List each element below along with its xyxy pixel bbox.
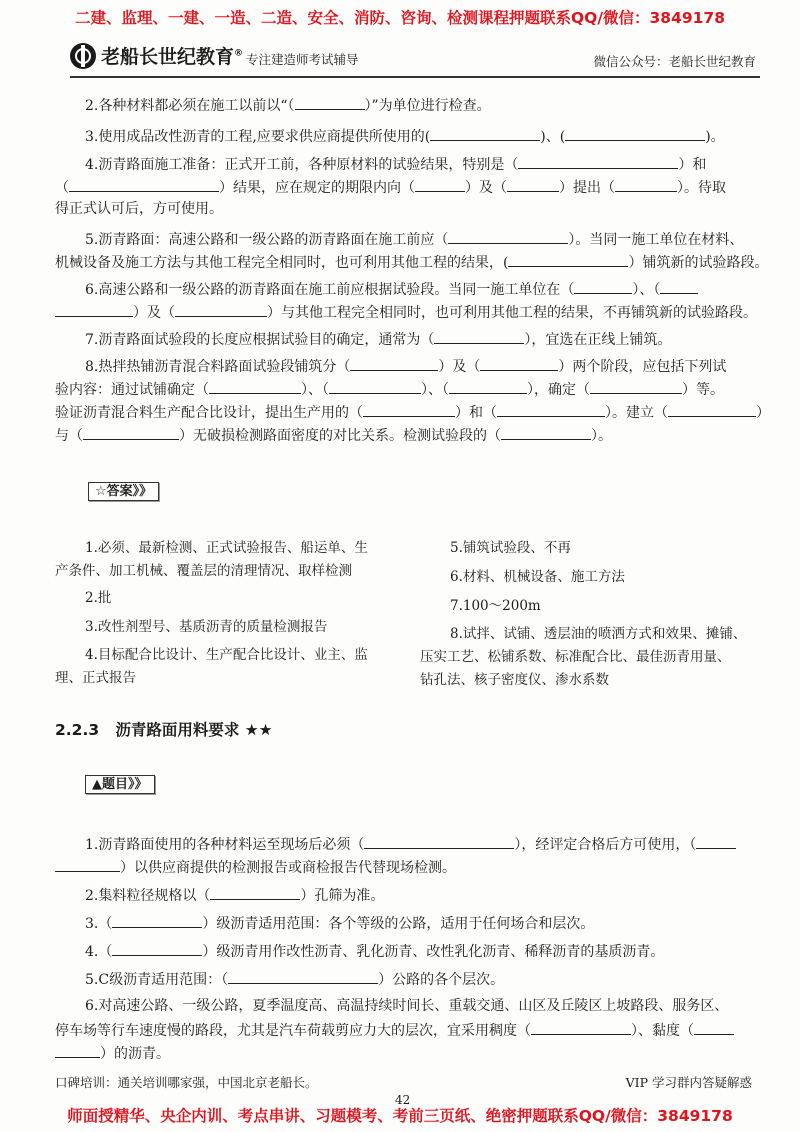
answer-label: ☆答案》》 <box>88 482 159 501</box>
section-heading: 2.2.3 沥青路面用料要求 ★★ <box>55 721 273 739</box>
question-4-line-3: 得正式认可后，方可使用。 <box>55 201 223 217</box>
section-question-6-line-3: ）的沥青。 <box>55 1042 760 1064</box>
answer-8-line-2: 压实工艺、松铺系数、标准配合比、最佳沥青用量、 <box>420 649 731 665</box>
logo-text: 老船长世纪教育® <box>101 46 244 68</box>
question-5: 5.沥青路面：高速公路和一级公路的沥青路面在施工前应（ ）。当同一施工单位在材料、 <box>55 228 790 250</box>
question-label: ▲题目》》 <box>85 775 155 794</box>
answer-4-line-1: 4.目标配合比设计、生产配合比设计、业主、监 <box>85 647 368 663</box>
question-4: 4.沥青路面施工准备：正式开工前，各种原材料的试验结果，特别是（ ）和 <box>55 153 790 175</box>
answer-7: 7.100～200m <box>450 598 541 614</box>
section-question-1-line-2: ）以供应商提供的检测报告或商检报告代替现场检测。 <box>55 856 760 878</box>
answer-6: 6.材料、机械设备、施工方法 <box>450 569 625 585</box>
question-8: 8.热拌热铺沥青混合料路面试验段铺筑分（ ）及（ ）两个阶段，应包括下列试 <box>55 355 790 377</box>
answer-2: 2.批 <box>85 590 112 606</box>
question-7: 7.沥青路面试验段的长度应根据试验目的确定，通常为（ ），宜选在正线上铺筑。 <box>55 328 790 350</box>
section-question-2: 2.集料粒径规格以（ ）孔筛为准。 <box>55 884 790 906</box>
footer-vip-note: VIP 学习群内答疑解惑 <box>625 1075 752 1090</box>
question-4-line-2: （ ）结果，应在规定的期限内向（ ）及（ ）提出（ ）。待取 <box>55 176 760 198</box>
ship-wheel-icon <box>70 43 96 69</box>
answer-3: 3.改性剂型号、基质沥青的质量检测报告 <box>85 619 328 635</box>
page-number: 42 <box>395 1093 411 1107</box>
answer-5: 5.铺筑试验段、不再 <box>450 540 571 556</box>
brand-logo <box>70 42 243 69</box>
question-8-line-3: 验证沥青混合料生产配合比设计，提出生产用的（ ）和（ ）。建立（ ） <box>55 401 760 423</box>
promo-banner-top: 二建、监理、一建、一造、二造、安全、消防、咨询、检测课程押题联系QQ/微信：3849178 <box>74 9 725 27</box>
question-2: 2.各种材料都必须在施工以前以“（ ）”为单位进行检查。 <box>55 94 790 116</box>
question-5-line-2: 机械设备及施工方法与其他工程完全相同时，也可利用其他工程的结果，( ）铺筑新的试验路段。 <box>55 251 760 273</box>
question-8-line-4: 与（ ）无破损检测路面密度的对比关系。检测试验段的（ ）。 <box>55 424 760 446</box>
page-header <box>70 40 760 78</box>
section-question-6: 6.对高速公路、一级公路，夏季温度高、高温持续时间长、重载交通、山区及丘陵区上坡路段、服务区、 <box>85 998 729 1014</box>
section-question-4: 4.（ ）级沥青用作改性沥青、乳化沥青、改性乳化沥青、稀释沥青的基质沥青。 <box>55 940 790 962</box>
section-question-1: 1.沥青路面使用的各种材料运至现场后必须（ ），经评定合格后方可使用，（ <box>55 833 790 855</box>
section-question-6-line-2: 停车场等行车速度慢的路段，尤其是汽车荷载剪应力大的层次，宜采用稠度（ ）、黏度（ <box>55 1019 760 1041</box>
answer-8-line-1: 8.试拌、试铺、透层油的喷洒方式和效果、摊铺、 <box>450 626 747 642</box>
question-6: 6.高速公路和一级公路的沥青路面在施工前应根据试验段。当同一施工单位在（ ）、（ <box>55 278 790 300</box>
answer-8-line-3: 钻孔法、核子密度仪、渗水系数 <box>420 672 609 688</box>
footer-slogan: 口碑培训：通关培训哪家强，中国北京老船长。 <box>55 1075 318 1090</box>
answer-1-line-1: 1.必须、最新检测、正式试验报告、船运单、生 <box>85 540 368 556</box>
wechat-account: 微信公众号：老船长世纪教育 <box>593 54 756 69</box>
answer-1-line-2: 产条件、加工机械、覆盖层的清理情况、取样检测 <box>55 563 352 579</box>
question-3: 3.使用成品改性沥青的工程,应要求供应商提供所使用的( )、( )。 <box>55 125 790 147</box>
promo-banner-bottom: 师面授精华、央企内训、考点串讲、习题模考、考前三页纸、绝密押题联系QQ/微信：3849178 <box>67 1107 733 1125</box>
section-question-3: 3.（ ）级沥青适用范围：各个等级的公路，适用于任何场合和层次。 <box>55 912 790 934</box>
header-tagline: 专注建造师考试辅导 <box>246 52 359 67</box>
section-question-5: 5.C级沥青适用范围：（ ）公路的各个层次。 <box>55 968 790 990</box>
question-6-line-2: ）及（ ）与其他工程完全相同时，也可利用其他工程的结果，不再铺筑新的试验路段。 <box>55 301 760 323</box>
question-8-line-2: 验内容：通过试铺确定（ ）、（ ）、（ ），确定（ ）等。 <box>55 378 760 400</box>
answer-4-line-2: 理、正式报告 <box>55 670 136 686</box>
